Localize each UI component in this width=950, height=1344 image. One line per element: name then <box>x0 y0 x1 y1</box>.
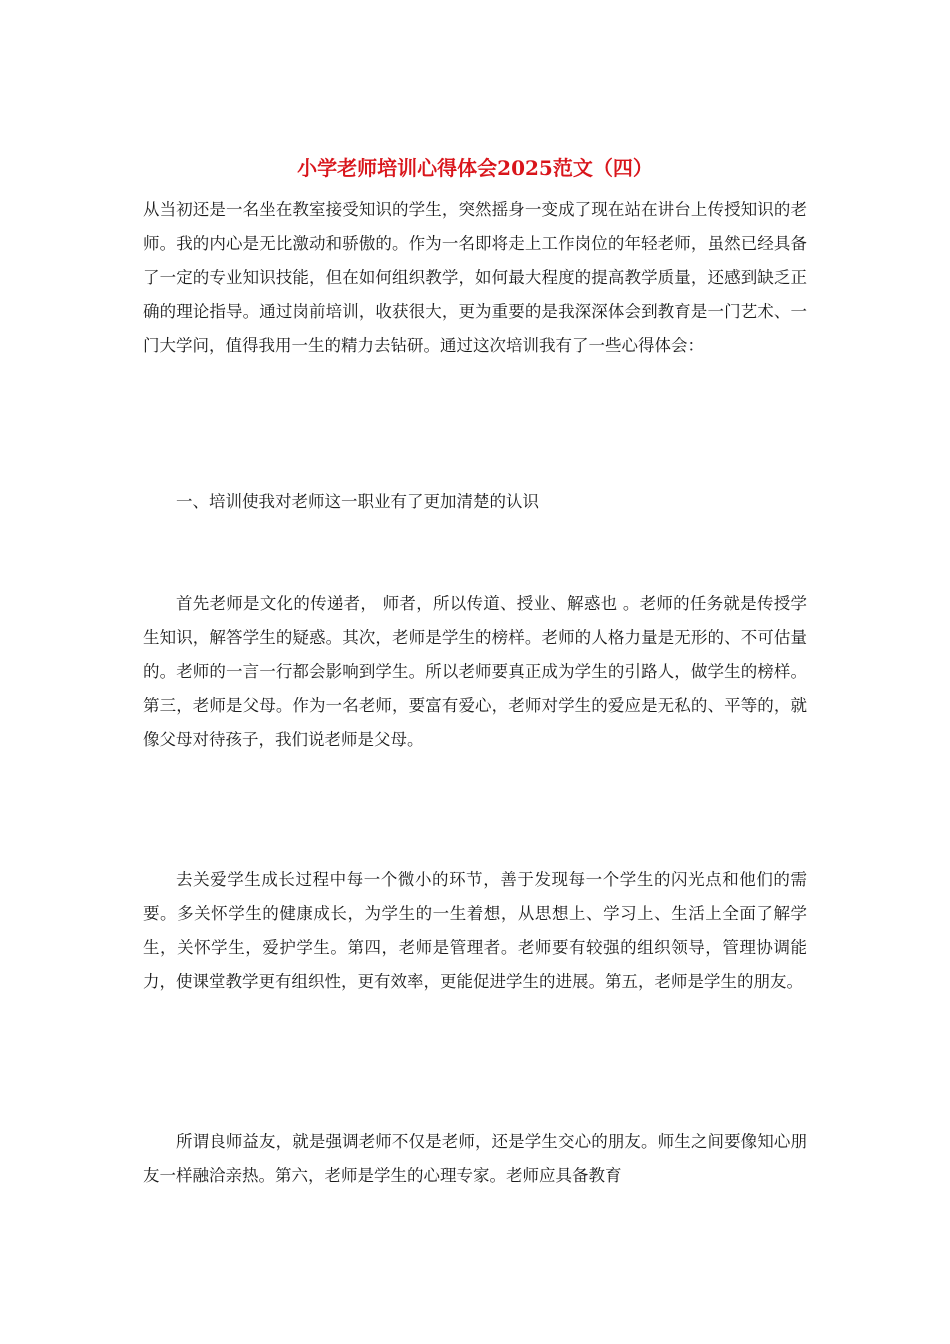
body-paragraph: 首先老师是文化的传递者， 师者，所以传道、授业、解惑也 。老师的任务就是传授学生知识，解答学生的疑惑。其次，老师是学生的榜样。老师的人格力量是无形的、不可估量的。老师的一言一行都会影响到学生。所以老师要真正成为学生的引路人，做学生的榜样。第三，老师是父母。作为一名老师，要富有爱心，老师对学生的爱应是无私的、平等的，就像父母对待孩子，我们说老师是父母。 <box>143 594 807 749</box>
section-heading: 一、培训使我对老师这一职业有了更加清楚的认识 <box>176 492 539 511</box>
body-paragraph: 去关爱学生成长过程中每一个微小的环节，善于发现每一个学生的闪光点和他们的需要。多关怀学生的健康成长，为学生的一生着想，从思想上、学习上、生活上全面了解学生，关怀学生，爱护学生。第四，老师是管理者。老师要有较强的组织领导，管理协调能力，使课堂教学更有组织性，更有效率，更能促进学生的进展。第五，老师是学生的朋友。 <box>143 870 807 991</box>
intro-paragraph: 从当初还是一名坐在教室接受知识的学生，突然摇身一变成了现在站在讲台上传授知识的老师。我的内心是无比激动和骄傲的。作为一名即将走上工作岗位的年轻老师，虽然已经具备了一定的专业知识技能，但在如何组织教学，如何最大程度的提高教学质量，还感到缺乏正确的理论指导。通过岗前培训，收获很大，更为重要的是我深深体会到教育是一门艺术、一门大学问，值得我用一生的精力去钻研。通过这次培训我有了一些心得体会： <box>143 200 807 355</box>
body-paragraph: 所谓良师益友，就是强调老师不仅是老师，还是学生交心的朋友。师生之间要像知心朋友一样融洽亲热。第六，老师是学生的心理专家。老师应具备教育 <box>143 1132 807 1185</box>
document-title: 小学老师培训心得体会2025范文（四） <box>297 156 653 180</box>
